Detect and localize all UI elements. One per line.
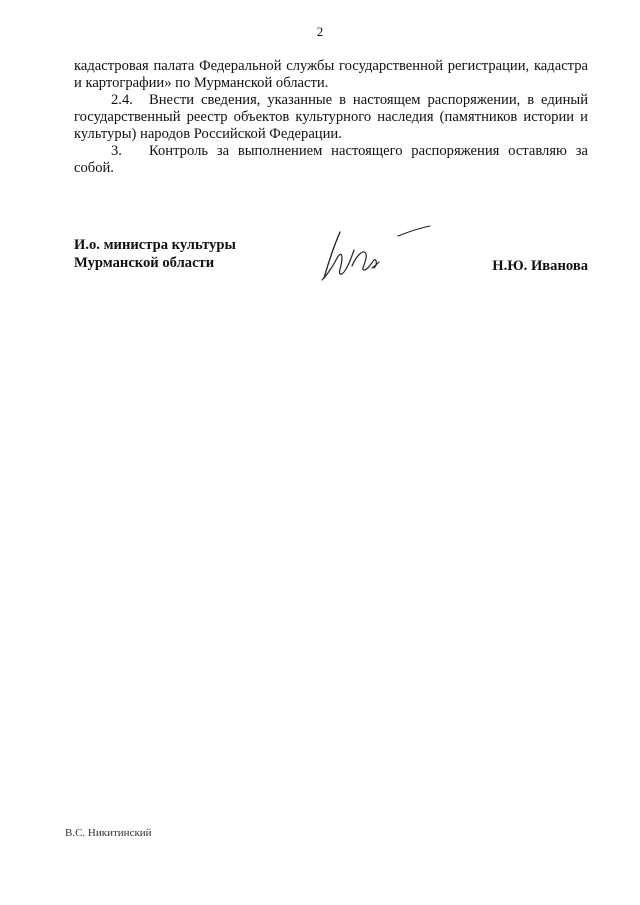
page-number: 2 bbox=[316, 24, 324, 39]
paragraph-2-4 bbox=[74, 92, 588, 143]
signature-block bbox=[74, 236, 588, 296]
executor-name: В.С. Никитинский bbox=[65, 827, 152, 839]
signer-position-line-2: Мурманской области bbox=[74, 255, 215, 271]
signer-name: Н.Ю. Иванова bbox=[492, 258, 588, 274]
paragraph-number: 3. bbox=[111, 143, 122, 159]
paragraph-text: Внести сведения, указанные в настоящем распоряжении, в единый государственный реестр объектов культурного наследия (памятников истории и культуры) народов Российской Федерации. bbox=[74, 92, 588, 142]
signer-position-line-1: И.о. министра культуры bbox=[74, 237, 236, 253]
handwritten-signature bbox=[312, 224, 442, 284]
paragraph-number: 2.4. bbox=[111, 92, 133, 108]
paragraph-3 bbox=[74, 143, 588, 177]
paragraph-text: кадастровая палата Федеральной службы государственной регистрации, кадастра и картографии» по Мурманской области. bbox=[74, 58, 588, 91]
paragraph-continuation bbox=[74, 58, 588, 92]
signer-position bbox=[74, 236, 236, 272]
body-text bbox=[74, 58, 588, 177]
paragraph-text: Контроль за выполнением настоящего распоряжения оставляю за собой. bbox=[74, 143, 588, 176]
